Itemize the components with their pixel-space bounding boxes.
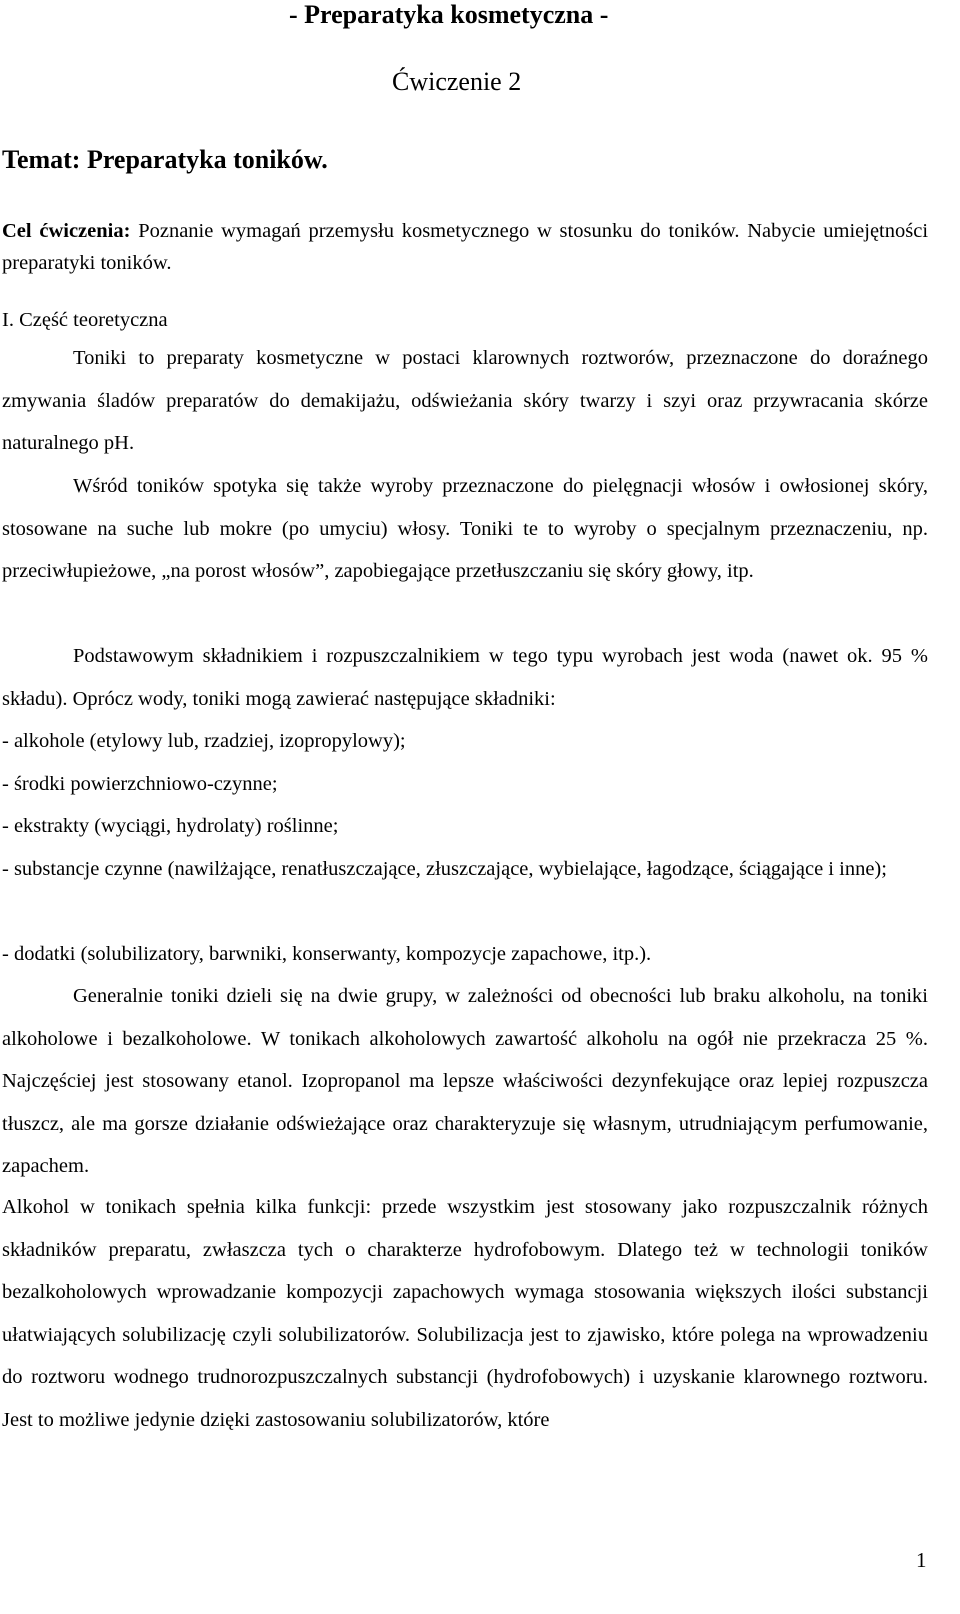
topic-label: Temat: xyxy=(2,145,81,174)
topic-text: Preparatyka toników. xyxy=(86,145,328,174)
list-item-extracts: - ekstrakty (wyciągi, hydrolaty) roślinne; xyxy=(2,815,339,837)
goal-text: Poznanie wymagań przemysłu kosmetycznego w stosunku do toników. Nabycie umiejętności preparatyki toników. xyxy=(2,220,929,274)
list-item-additives: - dodatki (solubilizatory, barwniki, konserwanty, kompozycje zapachowe, itp.). xyxy=(2,943,652,965)
paragraph-4: Generalnie toniki dzieli się na dwie grupy, w zależności od obecności lub braku alkoholu, na toniki alkoholowe i bezalkoholowe. W tonikach alkoholowych zawartość alkoholu na ogół nie przekracza 25 %. Najczęściej jest stosowany etanol. Izopropanol ma lepsze właściwości dezynfekujące oraz lepiej rozpuszcza tłuszcz, ale ma gorsze działanie odświeżające oraz charakteryzuje się własnym, utrudniającym perfumowanie, zapachem. xyxy=(2,985,928,1177)
topic-line xyxy=(2,145,328,175)
paragraph-1: Toniki to preparaty kosmetyczne w postaci klarownych roztworów, przeznaczone do doraźnego zmywania śladów preparatów do demakijażu, odświeżania skóry twarzy i szyi oraz przywracania skórze naturalnego pH. xyxy=(2,347,928,454)
page-number: 1 xyxy=(916,1548,927,1572)
paragraph-3: Podstawowym składnikiem i rozpuszczalnikiem w tego typu wyrobach jest woda (nawet ok. 95 % składu). Oprócz wody, toniki mogą zawierać następujące składniki: xyxy=(2,645,928,710)
list-item-surfactants: - środki powierzchniowo-czynne; xyxy=(2,773,278,795)
list-item-active-substances: - substancje czynne (nawilżające, renatłuszczające, złuszczające, wybielające, łagodzące, ściągające i inne); xyxy=(2,858,887,880)
document-header: - Preparatyka kosmetyczna - xyxy=(289,0,609,29)
paragraph-2: Wśród toników spotyka się także wyroby przeznaczone do pielęgnacji włosów i owłosionej skóry, stosowane na suche lub mokre (po umyciu) włosy. Toniki te to wyroby o specjalnym przeznaczeniu, np. przeciwłupieżowe, „na porost włosów”, zapobiegające przetłuszczaniu się skóry głowy, itp. xyxy=(2,475,928,582)
paragraph-5: Alkohol w tonikach spełnia kilka funkcji: przede wszystkim jest stosowany jako rozpuszczalnik różnych składników preparatu, zwłaszcza tych o charakterze hydrofobowym. Dlatego też w technologii toników bezalkoholowych wprowadzanie kompozycji zapachowych wymaga stosowania większych ilości substancji ułatwiających solubilizację czyli solubilizatorów. Solubilizacja jest to zjawisko, które polega na wprowadzeniu do roztworu wodnego trudnorozpuszczalnych substancji (hydrofobowych) i uzyskanie klarownego roztworu. Jest to możliwe jedynie dzięki zastosowaniu solubilizatorów, które xyxy=(2,1196,928,1431)
section-title: I. Część teoretyczna xyxy=(2,309,168,331)
list-item-alcohols: - alkohole (etylowy lub, rzadziej, izopropylowy); xyxy=(2,730,406,752)
goal-label: Cel ćwiczenia: xyxy=(2,220,131,242)
goal-paragraph xyxy=(2,215,928,279)
exercise-title: Ćwiczenie 2 xyxy=(392,67,522,96)
